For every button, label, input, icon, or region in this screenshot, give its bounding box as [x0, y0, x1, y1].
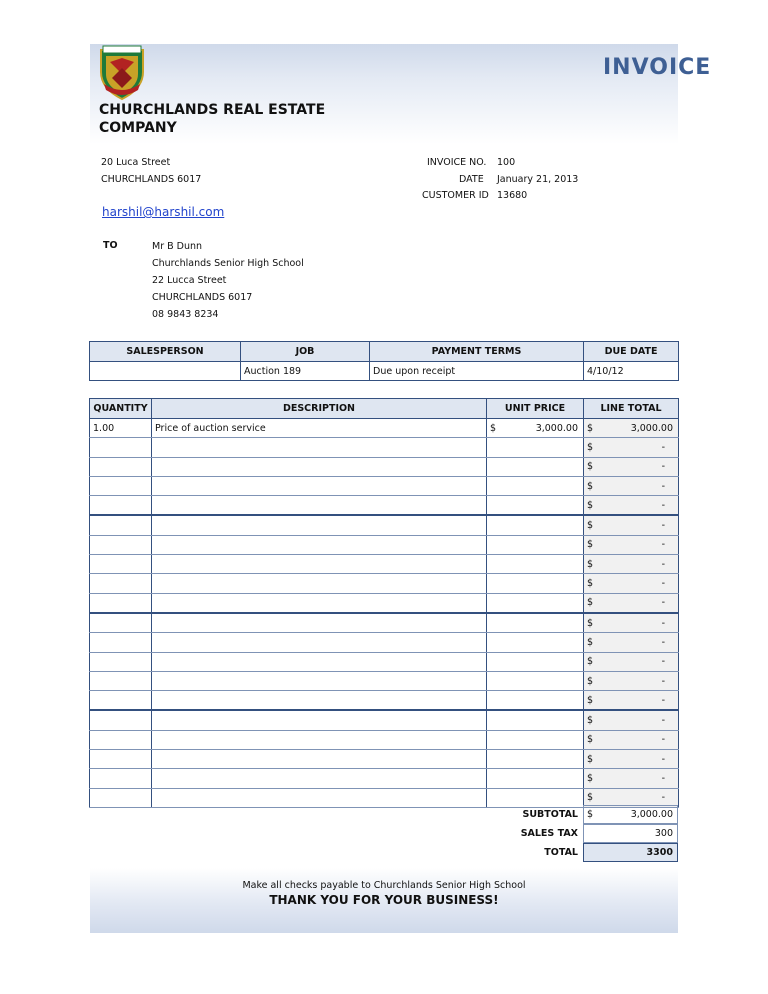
invoice-no-label: INVOICE NO. — [427, 157, 487, 168]
description-cell[interactable]: Price of auction service — [152, 419, 487, 438]
table-row — [90, 535, 679, 554]
line-total-value: 3,000.00 — [630, 422, 673, 434]
description-header: DESCRIPTION — [152, 399, 487, 419]
total-label: TOTAL — [544, 847, 578, 858]
unit-price-cell[interactable] — [487, 652, 584, 671]
bill-to-street: 22 Lucca Street — [152, 275, 227, 286]
quantity-cell[interactable]: 1.00 — [90, 419, 152, 438]
line-total-value: - — [661, 617, 665, 629]
table-row — [90, 691, 679, 711]
description-cell[interactable] — [152, 457, 487, 476]
line-total-cell — [584, 691, 679, 711]
line-total-value: - — [661, 675, 665, 687]
terms-table — [89, 341, 679, 381]
subtotal-cell — [583, 805, 678, 824]
line-total-value: - — [661, 480, 665, 492]
currency-symbol: $ — [490, 422, 497, 434]
due-date-cell[interactable]: 4/10/12 — [584, 362, 679, 381]
currency-symbol: $ — [587, 715, 594, 727]
table-row — [90, 613, 679, 633]
quantity-cell[interactable] — [90, 788, 152, 807]
unit-price-cell[interactable] — [487, 633, 584, 652]
quantity-cell[interactable] — [90, 593, 152, 613]
payment-terms-header: PAYMENT TERMS — [370, 342, 584, 362]
customer-id-value: 13680 — [497, 190, 528, 201]
thank-you-message: THANK YOU FOR YOUR BUSINESS! — [269, 893, 499, 907]
description-cell[interactable] — [152, 730, 487, 749]
description-cell[interactable] — [152, 438, 487, 457]
unit-price-cell[interactable] — [487, 710, 584, 730]
invoice-title: INVOICE — [603, 55, 712, 80]
currency-symbol: $ — [587, 558, 594, 570]
description-cell[interactable] — [152, 769, 487, 788]
currency-symbol: $ — [587, 578, 594, 590]
unit-price-cell[interactable] — [487, 476, 584, 495]
quantity-cell[interactable] — [90, 710, 152, 730]
total-value: 3300 — [646, 847, 673, 858]
line-total-value: - — [661, 441, 665, 453]
bill-to-name: Mr B Dunn — [152, 241, 203, 252]
sales-tax-row — [480, 824, 678, 843]
line-total-value: - — [661, 772, 665, 784]
line-total-cell — [584, 555, 679, 574]
line-total-header: LINE TOTAL — [584, 399, 679, 419]
unit-price-header: UNIT PRICE — [487, 399, 584, 419]
line-total-cell — [584, 671, 679, 690]
quantity-cell[interactable] — [90, 769, 152, 788]
description-cell[interactable] — [152, 593, 487, 613]
unit-price-cell[interactable] — [487, 535, 584, 554]
line-total-value: - — [661, 499, 665, 511]
line-total-value: - — [661, 753, 665, 765]
table-row — [90, 750, 679, 769]
description-cell[interactable] — [152, 613, 487, 633]
quantity-cell[interactable] — [90, 652, 152, 671]
description-cell[interactable] — [152, 496, 487, 516]
table-row — [90, 496, 679, 516]
description-cell[interactable] — [152, 691, 487, 711]
subtotal-value: 3,000.00 — [630, 809, 673, 820]
items-table — [89, 398, 679, 808]
currency-symbol: $ — [587, 694, 594, 706]
currency-symbol: $ — [587, 597, 594, 609]
unit-price-cell[interactable] — [487, 496, 584, 516]
line-total-cell — [584, 535, 679, 554]
unit-price-cell[interactable] — [487, 769, 584, 788]
table-row — [90, 438, 679, 457]
currency-symbol: $ — [587, 461, 594, 473]
line-total-cell — [584, 750, 679, 769]
description-cell[interactable] — [152, 671, 487, 690]
line-total-value: - — [661, 520, 665, 532]
salesperson-header: SALESPERSON — [90, 342, 241, 362]
currency-symbol: $ — [587, 520, 594, 532]
currency-symbol: $ — [587, 809, 594, 820]
total-row — [480, 843, 678, 862]
currency-symbol: $ — [587, 772, 594, 784]
subtotal-row — [480, 805, 678, 824]
table-row — [90, 633, 679, 652]
currency-symbol: $ — [587, 734, 594, 746]
currency-symbol: $ — [587, 753, 594, 765]
quantity-cell[interactable] — [90, 691, 152, 711]
line-total-value: - — [661, 558, 665, 570]
line-total-value: - — [661, 636, 665, 648]
line-total-cell — [584, 438, 679, 457]
currency-symbol: $ — [587, 617, 594, 629]
job-header: JOB — [241, 342, 370, 362]
table-row — [90, 476, 679, 495]
currency-symbol: $ — [587, 480, 594, 492]
line-total-value: - — [661, 792, 665, 804]
line-total-value: - — [661, 694, 665, 706]
unit-price-cell[interactable] — [487, 671, 584, 690]
line-total-cell — [584, 769, 679, 788]
line-total-cell — [584, 515, 679, 535]
unit-price-cell[interactable] — [487, 555, 584, 574]
currency-symbol: $ — [587, 656, 594, 668]
sales-tax-label: SALES TAX — [520, 828, 578, 839]
company-street: 20 Luca Street — [101, 157, 171, 168]
line-total-value: - — [661, 715, 665, 727]
line-total-cell — [584, 593, 679, 613]
quantity-cell[interactable] — [90, 671, 152, 690]
quantity-cell[interactable] — [90, 613, 152, 633]
quantity-cell[interactable] — [90, 555, 152, 574]
currency-symbol: $ — [587, 539, 594, 551]
description-cell[interactable] — [152, 555, 487, 574]
customer-id-label: CUSTOMER ID — [422, 190, 489, 201]
description-cell[interactable] — [152, 750, 487, 769]
currency-symbol: $ — [587, 675, 594, 687]
description-cell[interactable] — [152, 535, 487, 554]
quantity-cell[interactable] — [90, 438, 152, 457]
unit-price-cell[interactable] — [487, 613, 584, 633]
line-total-value: - — [661, 539, 665, 551]
table-row — [90, 457, 679, 476]
subtotal-label: SUBTOTAL — [522, 809, 578, 820]
line-total-cell — [584, 710, 679, 730]
line-total-cell — [584, 730, 679, 749]
line-total-value: - — [661, 734, 665, 746]
line-total-cell — [584, 419, 679, 438]
quantity-header: QUANTITY — [90, 399, 152, 419]
currency-symbol: $ — [587, 422, 594, 434]
currency-symbol: $ — [587, 499, 594, 511]
quantity-cell[interactable] — [90, 750, 152, 769]
unit-price-cell[interactable] — [487, 457, 584, 476]
table-row — [90, 652, 679, 671]
table-row — [90, 419, 679, 438]
due-date-header: DUE DATE — [584, 342, 679, 362]
job-cell[interactable]: Auction 189 — [241, 362, 370, 381]
unit-price-value: 3,000.00 — [535, 422, 578, 434]
salesperson-cell[interactable] — [90, 362, 241, 381]
currency-symbol: $ — [587, 792, 594, 804]
line-total-cell — [584, 457, 679, 476]
company-city: CHURCHLANDS 6017 — [101, 174, 202, 185]
bill-to-label: TO — [103, 240, 118, 251]
date-label: DATE — [459, 174, 484, 185]
line-total-cell — [584, 633, 679, 652]
description-cell[interactable] — [152, 574, 487, 593]
company-name: CHURCHLANDS REAL ESTATE COMPANY — [99, 102, 326, 136]
line-total-value: - — [661, 461, 665, 473]
quantity-cell[interactable] — [90, 515, 152, 535]
currency-symbol: $ — [587, 441, 594, 453]
company-email-link[interactable]: harshil@harshil.com — [102, 205, 225, 219]
sales-tax-value: 300 — [654, 828, 673, 839]
line-total-cell — [584, 652, 679, 671]
line-total-cell — [584, 574, 679, 593]
date-value: January 21, 2013 — [497, 174, 579, 185]
description-cell[interactable] — [152, 652, 487, 671]
table-row — [90, 515, 679, 535]
payment-note: Make all checks payable to Churchlands Senior High School — [242, 880, 526, 891]
description-cell[interactable] — [152, 710, 487, 730]
table-row — [90, 555, 679, 574]
quantity-cell[interactable] — [90, 730, 152, 749]
invoice-no-value: 100 — [497, 157, 516, 168]
line-total-cell — [584, 496, 679, 516]
payment-terms-cell[interactable]: Due upon receipt — [370, 362, 584, 381]
unit-price-cell[interactable] — [487, 438, 584, 457]
unit-price-cell[interactable] — [487, 419, 584, 438]
bill-to-org: Churchlands Senior High School — [152, 258, 304, 269]
table-row — [90, 730, 679, 749]
sales-tax-cell[interactable] — [583, 824, 678, 843]
line-total-value: - — [661, 578, 665, 590]
line-total-cell — [584, 476, 679, 495]
unit-price-cell[interactable] — [487, 574, 584, 593]
unit-price-cell[interactable] — [487, 730, 584, 749]
bill-to-city: CHURCHLANDS 6017 — [152, 292, 253, 303]
description-cell[interactable] — [152, 476, 487, 495]
description-cell[interactable] — [152, 788, 487, 807]
unit-price-cell[interactable] — [487, 515, 584, 535]
description-cell[interactable] — [152, 515, 487, 535]
line-total-cell — [584, 613, 679, 633]
table-row — [90, 710, 679, 730]
quantity-cell[interactable] — [90, 476, 152, 495]
currency-symbol: $ — [587, 636, 594, 648]
total-cell — [583, 843, 678, 862]
description-cell[interactable] — [152, 633, 487, 652]
quantity-cell[interactable] — [90, 535, 152, 554]
quantity-cell[interactable] — [90, 574, 152, 593]
table-row — [90, 671, 679, 690]
line-total-value: - — [661, 656, 665, 668]
unit-price-cell[interactable] — [487, 593, 584, 613]
line-total-value: - — [661, 597, 665, 609]
quantity-cell[interactable] — [90, 457, 152, 476]
table-row — [90, 574, 679, 593]
school-crest-logo — [98, 44, 146, 100]
bill-to-phone: 08 9843 8234 — [152, 309, 219, 320]
table-row — [90, 593, 679, 613]
quantity-cell[interactable] — [90, 496, 152, 516]
unit-price-cell[interactable] — [487, 691, 584, 711]
table-row — [90, 769, 679, 788]
unit-price-cell[interactable] — [487, 750, 584, 769]
quantity-cell[interactable] — [90, 633, 152, 652]
